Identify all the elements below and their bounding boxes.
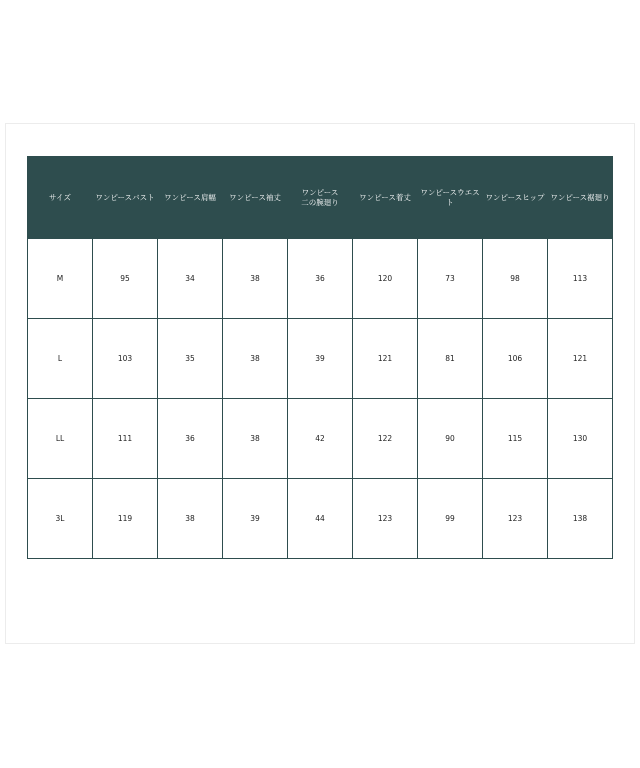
upper-arm-cell: 44 [288, 479, 353, 559]
table-row [28, 479, 613, 559]
bust-cell: 111 [93, 399, 158, 479]
upper-arm-cell: 36 [288, 239, 353, 319]
table-row [28, 239, 613, 319]
length-cell: 122 [353, 399, 418, 479]
header-row [28, 157, 613, 239]
header-hip: ワンピースヒップ [483, 157, 548, 239]
length-cell: 121 [353, 319, 418, 399]
hip-cell: 106 [483, 319, 548, 399]
size-cell: 3L [28, 479, 93, 559]
bust-cell: 95 [93, 239, 158, 319]
header-hem: ワンピース裾廻り [548, 157, 613, 239]
waist-cell: 73 [418, 239, 483, 319]
bust-cell: 119 [93, 479, 158, 559]
shoulder-cell: 35 [158, 319, 223, 399]
hem-cell: 113 [548, 239, 613, 319]
sleeve-cell: 39 [223, 479, 288, 559]
header-waist: ワンピースウエスト [418, 157, 483, 239]
header-bust: ワンピースバスト [93, 157, 158, 239]
sleeve-cell: 38 [223, 239, 288, 319]
header-shoulder-width: ワンピース肩幅 [158, 157, 223, 239]
sleeve-cell: 38 [223, 399, 288, 479]
upper-arm-cell: 42 [288, 399, 353, 479]
shoulder-cell: 36 [158, 399, 223, 479]
header-length: ワンピース着丈 [353, 157, 418, 239]
hip-cell: 123 [483, 479, 548, 559]
hip-cell: 115 [483, 399, 548, 479]
waist-cell: 90 [418, 399, 483, 479]
waist-cell: 81 [418, 319, 483, 399]
bust-cell: 103 [93, 319, 158, 399]
size-cell: L [28, 319, 93, 399]
waist-cell: 99 [418, 479, 483, 559]
hem-cell: 130 [548, 399, 613, 479]
header-sleeve-length: ワンピース袖丈 [223, 157, 288, 239]
length-cell: 120 [353, 239, 418, 319]
shoulder-cell: 34 [158, 239, 223, 319]
length-cell: 123 [353, 479, 418, 559]
size-cell: LL [28, 399, 93, 479]
hem-cell: 138 [548, 479, 613, 559]
upper-arm-cell: 39 [288, 319, 353, 399]
header-size: サイズ [28, 157, 93, 239]
size-chart-table [27, 156, 613, 559]
table-row [28, 399, 613, 479]
hip-cell: 98 [483, 239, 548, 319]
hem-cell: 121 [548, 319, 613, 399]
table-row [28, 319, 613, 399]
header-upper-arm: ワンピース 二の腕廻り [288, 157, 353, 239]
size-cell: M [28, 239, 93, 319]
shoulder-cell: 38 [158, 479, 223, 559]
sleeve-cell: 38 [223, 319, 288, 399]
